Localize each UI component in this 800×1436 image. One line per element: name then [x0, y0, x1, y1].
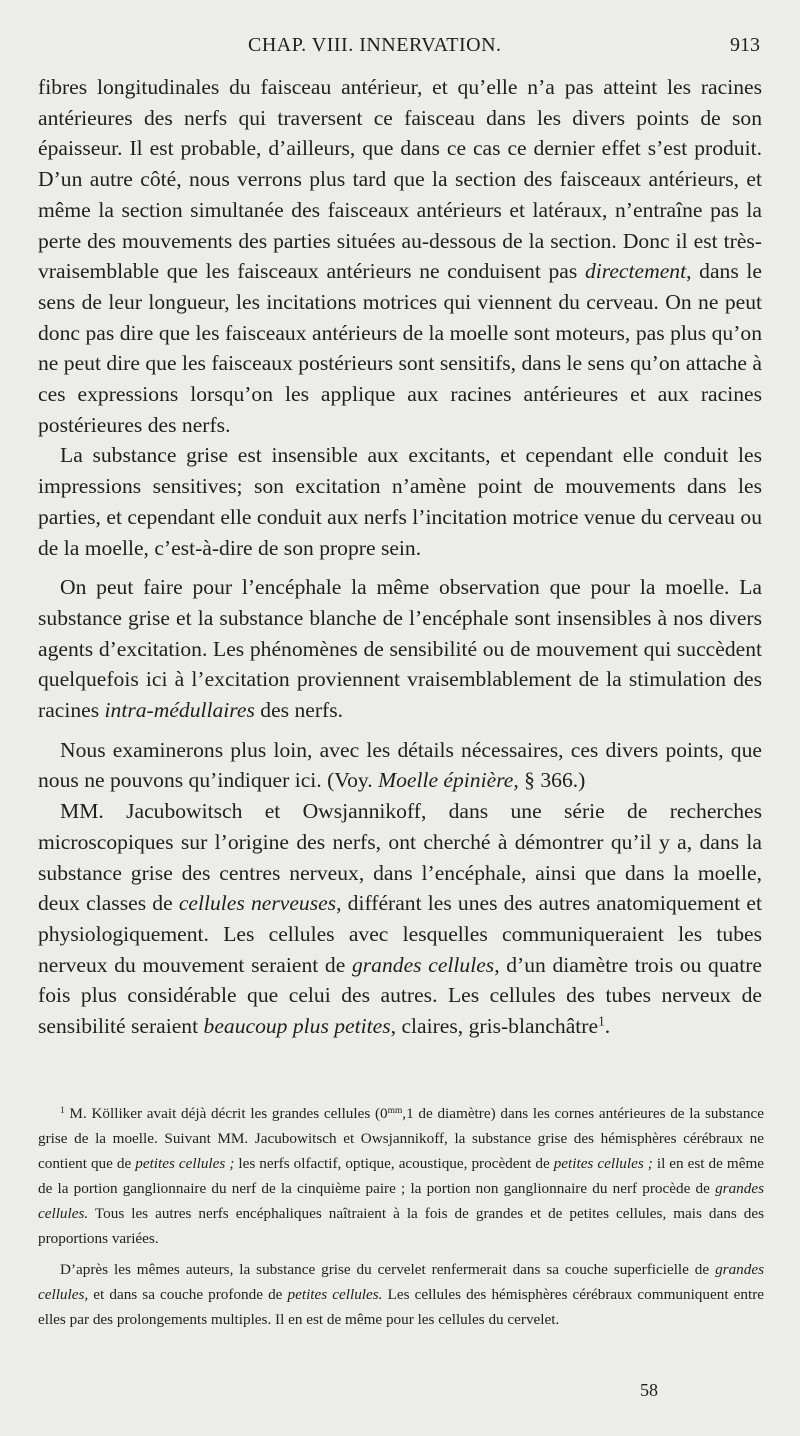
emphasis: Moelle épinière, [378, 768, 519, 793]
emphasis: grandes cellules. [38, 1180, 764, 1222]
emphasis: intra-médullaires [104, 698, 255, 723]
paragraph-5: MM. Jacubowitsch et Owsjannikoff, dans une série de recherches microscopiques sur l’origine des nerfs, ont cherché à démontrer qu’il y a, dans la substance grise des centres nerveux, dans l’encéphale, ainsi que dans la moelle, deux classes de cellules nerveuses, différant les unes des autres anatomiquement et physiologiquement. Les cellules avec lesquelles communiqueraient les tubes nerveux du mouvement seraient de grandes cellules, d’un diamètre trois ou quatre fois plus considérable que celui des autres. Les cellules des tubes nerveux de sensibilité seraient beaucoup plus petites, claires, gris-blanchâtre$^1$. [38, 799, 763, 1039]
emphasis: beaucoup plus petites [203, 1014, 391, 1039]
emphasis: petites cellules ; [553, 1155, 653, 1172]
page-number: 913 [730, 34, 760, 56]
footnotes [38, 1101, 764, 1332]
signature-mark: 58 [640, 1380, 658, 1400]
unit: mm [387, 1105, 403, 1116]
emphasis: petites cellules. [287, 1286, 383, 1303]
footnote-1: $^1$ M. Kölliker avait déjà décrit les grandes cellules ($0^{mm},1$ de diamètre) dans les cornes antérieures de la substance grise de la moelle. Suivant MM. Jacubowitsch et Owsjannikoff, la substance grise des hémisphères cérébraux ne contient que de petites cellules ; les nerfs olfactif, optique, acoustique, procèdent de petites cellules ; il en est de même de la portion ganglionnaire du nerf de la cinquième paire ; la portion non ganglionnaire du nerf procède de grandes cellules. Tous les autres nerfs encéphaliques naîtraient à la fois de grandes et de petites cellules, mais dans des proportions variées. [38, 1105, 765, 1247]
emphasis: grandes cellules [351, 952, 495, 977]
paragraph-4: Nous examinerons plus loin, avec les détails nécessaires, ces divers points, que nous ne pouvons qu’indiquer ici. (Voy. Moelle épinière, § 366.) [38, 737, 762, 793]
footnote-2: D’après les mêmes auteurs, la substance grise du cervelet renfermerait dans sa couche superficielle de grandes cellules, et dans sa couche profonde de petites cellules. Les cellules des hémisphères cérébraux communiquent entre elles par des prolongements multiples. Il en est de même pour les cellules du cervelet. [38, 1261, 764, 1328]
footnote-marker: 1 [60, 1105, 65, 1116]
main-text [38, 72, 762, 1042]
paragraph-1: fibres longitudinales du faisceau antérieur, et qu’elle n’a pas atteint les racines antérieures des nerfs qui traversent ce faisceau dans les divers points de son épaisseur. Il est probable, d’ailleurs, que dans ce cas ce dernier effet s’est produit. D’un autre côté, nous verrons plus tard que la section des faisceaux antérieurs, et même la section simultanée des faisceaux antérieurs et latéraux, n’entraîne pas la perte des mouvements des parties situées au-dessous de la section. Donc il est très-vraisemblable que les faisceaux antérieurs ne conduisent pas directement, dans le sens de leur longueur, les incitations motrices qui viennent du cerveau. On ne peut donc pas dire que les faisceaux antérieurs de la moelle sont moteurs, pas plus qu’on ne peut dire que les faisceaux postérieurs sont sensitifs, dans le sens qu’on attache à ces expressions lorsqu’on les applique aux racines antérieures et aux racines postérieures des nerfs. [38, 75, 762, 437]
running-header [0, 34, 800, 64]
emphasis: grandes cellules, [38, 1261, 764, 1303]
emphasis: petites cellules ; [135, 1155, 235, 1172]
emphasis: cellules nerveuses [178, 891, 337, 916]
paragraph-3: On peut faire pour l’encéphale la même observation que pour la moelle. La substance grise et la substance blanche de l’encéphale sont insensibles à nos divers agents d’excitation. Les phénomènes de sensibilité ou de mouvement qui succèdent quelquefois ici à l’excitation proviennent vraisemblablement de la stimulation des racines intra-médullaires des nerfs. [38, 575, 762, 723]
paragraph-2: La substance grise est insensible aux excitants, et cependant elle conduit les impressions sensitives; son excitation n’amène point de mouvements dans les parties, et cependant elle conduit aux nerfs l’incitation motrice venue du cerveau ou de la moelle, c’est-à-dire de son propre sein. [38, 443, 762, 560]
emphasis: directement [584, 259, 687, 284]
running-title: CHAP. VIII. INNERVATION. [248, 34, 502, 56]
footnote-reference: 1 [598, 1013, 605, 1029]
